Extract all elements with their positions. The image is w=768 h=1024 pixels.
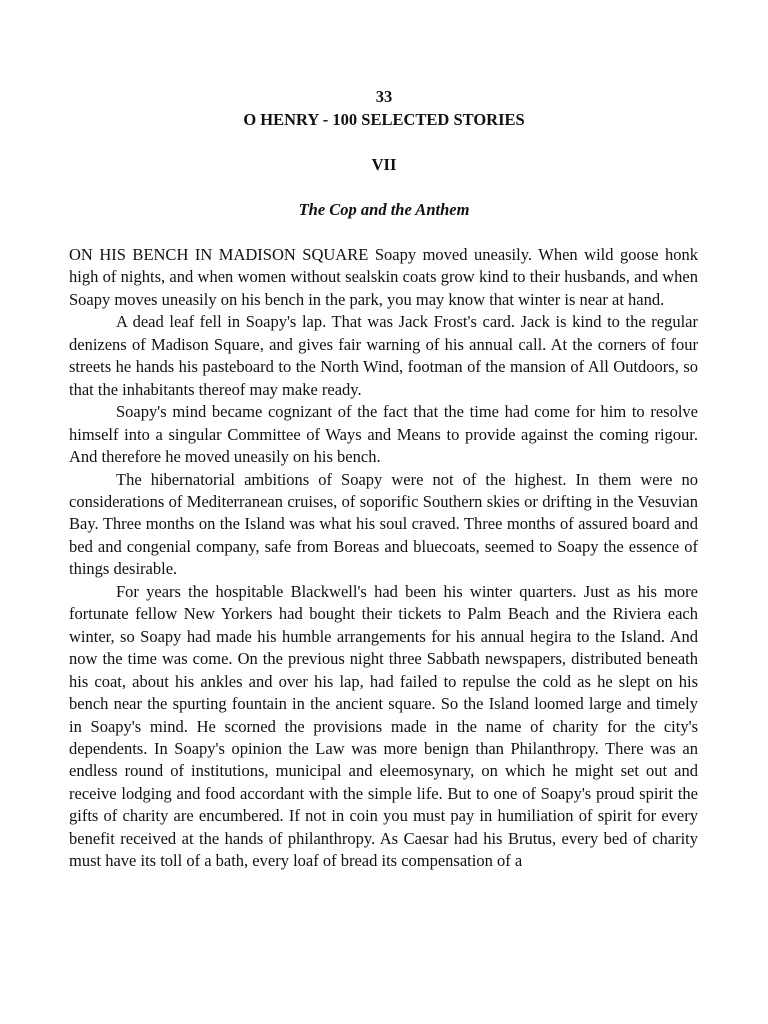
book-title: O HENRY - 100 SELECTED STORIES [243,110,525,129]
story-body [69,244,698,873]
paragraph: For years the hospitable Blackwell's had been his winter quarters. Just as his more fortunate fellow New Yorkers had bought their tickets to Palm Beach and the Riviera each winter, so Soapy had made his humble arrangements for his annual hegira to the Island. And now the time was come. On the previous night three Sabbath newspapers, distributed beneath his coat, about his ankles and over his lap, had failed to repulse the cold as he slept on his bench near the spurting fountain in the ancient square. So the Island loomed large and timely in Soapy's mind. He scorned the provisions made in the name of charity for the city's dependents. In Soapy's opinion the Law was more benign than Philanthropy. There was an endless round of institutions, municipal and eleemosynary, on which he might set out and receive lodging and food accordant with the simple life. But to one of Soapy's proud spirit the gifts of charity are encumbered. If not in coin you must pay in humiliation of spirit for every benefit received at the hands of philanthropy. As Caesar had his Brutus, every bed of charity must have its toll of a bath, every loaf of bread its compensation of a [69,581,698,871]
paragraph: Soapy's mind became cognizant of the fact that the time had come for him to resolve himself into a singular Committee of Ways and Means to provide against the coming rigour. And therefore he moved uneasily on his bench. [69,402,698,467]
story-title: The Cop and the Anthem [298,200,470,219]
paragraph: ON HIS BENCH IN MADISON SQUARE Soapy moved uneasily. When wild goose honk high of nights, and when women without sealskin coats grow kind to their husbands, and when Soapy moves uneasily on his bench in the park, you may know that winter is near at hand. [69,245,698,309]
paragraph: The hibernatorial ambitions of Soapy were not of the highest. In them were no considerations of Mediterranean cruises, of soporific Southern skies or drifting in the Vesuvian Bay. Three months on the Island was what his soul craved. Three months of assured board and bed and congenial company, safe from Boreas and bluecoats, seemed to Soapy the essence of things desirable. [69,469,698,579]
chapter-number: VII [371,155,397,174]
page-number: 33 [375,87,393,106]
paragraph: A dead leaf fell in Soapy's lap. That was Jack Frost's card. Jack is kind to the regular denizens of Madison Square, and gives fair warning of his annual call. At the corners of four streets he hands his pasteboard to the North Wind, footman of the mansion of All Outdoors, so that the inhabitants thereof may make ready. [69,312,698,399]
